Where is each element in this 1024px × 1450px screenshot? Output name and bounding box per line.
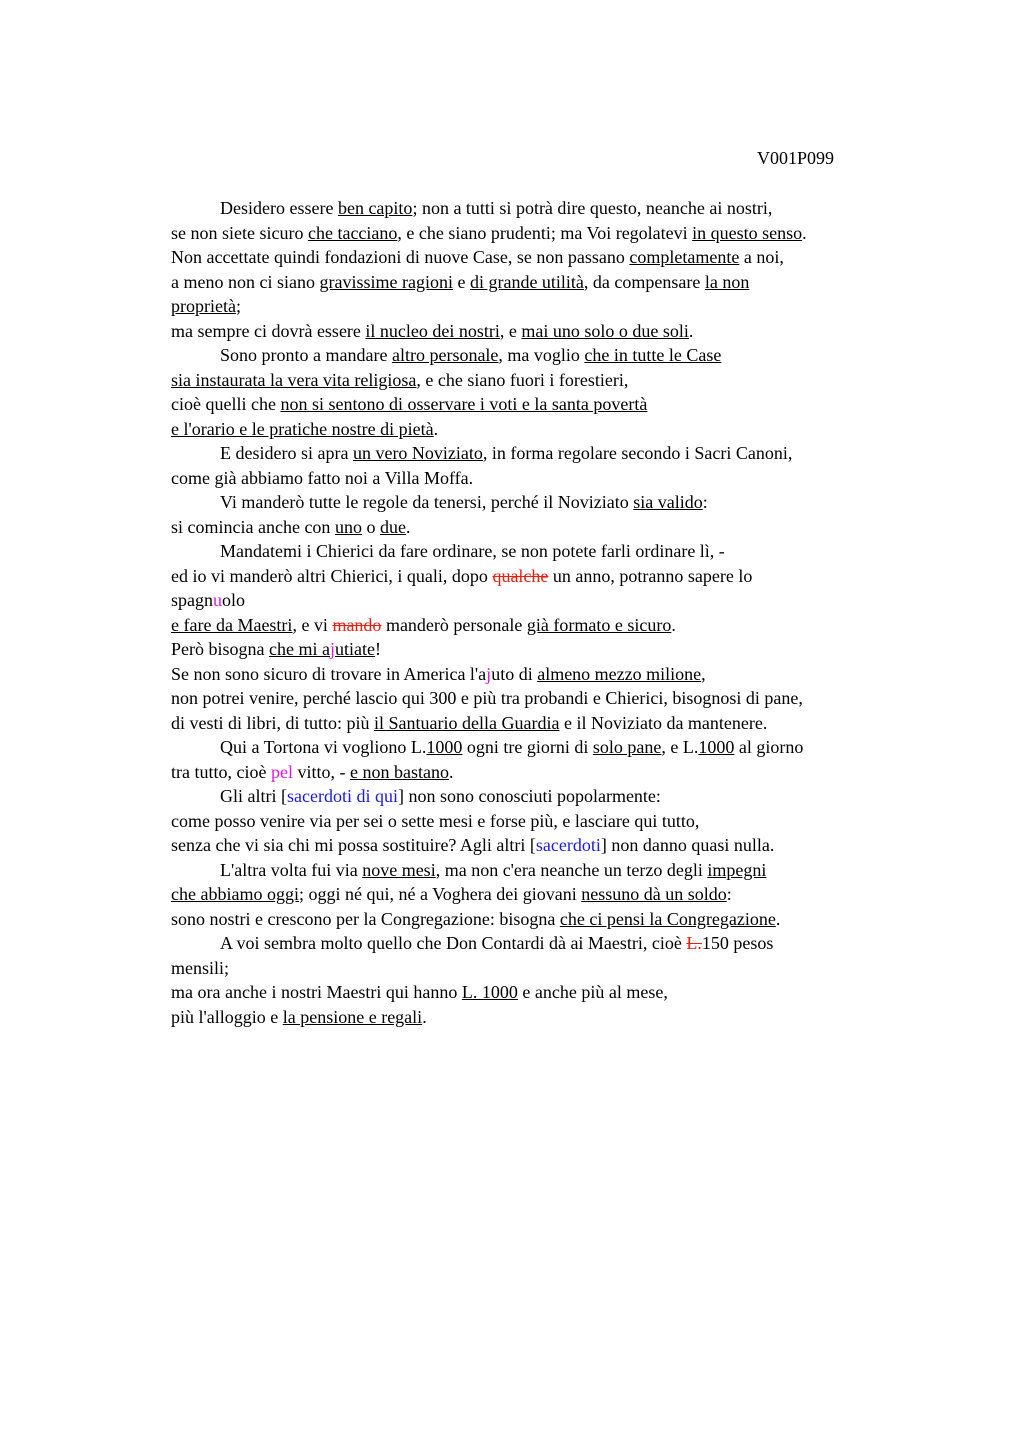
text-segment: ed io vi manderò altri Chierici, i quali, dopo [171,565,493,586]
underlined-text: 1000 [426,737,463,757]
text-segment: Desidero essere [220,198,338,218]
text-segment: senza che vi sia chi mi possa sostituire? Agli altri [ [171,835,536,855]
text-line [171,588,931,613]
text-segment: ] non sono conosciuti popolarmente: [397,786,661,806]
text-segment: a meno non ci siano [171,271,320,292]
text-segment: : [726,884,732,904]
text-segment: tra tutto, cioè [171,761,271,782]
text-segment: di vesti di libri, di tutto: più [171,712,375,733]
text-segment: ; [235,296,241,316]
correction-text: j [486,663,492,684]
underlined-text: non si sentono di osservare i voti e la santa povertà [280,394,648,414]
text-segment: vitto, - [292,761,350,782]
text-line [171,760,931,785]
text-segment: . [671,614,676,635]
text-line [171,319,931,344]
underlined-text: solo pane [592,737,662,757]
text-segment: , in forma regolare secondo i Sacri Canoni, [482,443,793,463]
underlined-text: un vero Noviziato [352,443,483,463]
underlined-text: in questo senso [692,222,803,243]
text-line [171,784,931,809]
text-line [171,392,931,417]
underlined-text: almeno mezzo milione [537,663,702,684]
text-segment: uto di [491,663,538,684]
text-segment: . [422,1006,427,1027]
correction-text: u [213,590,222,610]
text-segment: , da compensare [583,271,705,292]
text-line [171,931,931,956]
underlined-text: altro personale [391,345,499,365]
text-segment: , e vi [292,614,333,635]
deleted-text: mando [332,614,382,635]
underlined-text: che ci pensi la Congregazione [559,908,776,929]
text-segment: mensili; [171,957,229,978]
underlined-text: proprietà [171,296,236,316]
text-segment: e [452,271,470,292]
text-segment: Qui a Tortona vi vogliono L. [220,737,427,757]
text-segment: . [448,761,454,782]
text-segment: : [702,492,708,512]
text-segment: come già abbiamo fatto noi a Villa Moffa. [171,467,474,488]
text-segment: olo [222,590,246,610]
text-segment: Gli altri [ [220,786,287,806]
text-segment: , [701,663,706,684]
underlined-text: utiate [335,639,375,659]
text-segment: 150 pesos [701,933,774,953]
underlined-text: la pensione e regali [282,1006,423,1027]
text-line [171,809,931,834]
text-segment: ! [374,639,381,659]
text-line [171,882,931,907]
text-line [171,343,931,368]
underlined-text: completamente [629,247,740,267]
underlined-text: sia valido [633,492,703,512]
text-segment: . [688,320,694,341]
text-segment: ogni tre giorni di [462,737,593,757]
text-line [171,858,931,883]
underlined-text: e fare da Maestri [171,614,293,635]
underlined-text: che mi a [269,639,330,659]
underlined-text: L. 1000 [461,982,518,1002]
underlined-text: già formato e sicuro [526,614,672,635]
text-line [171,221,931,246]
underlined-text: ben capito [337,198,413,218]
text-segment: Non accettate quindi fondazioni di nuove Case, se non passano [171,247,630,267]
underlined-text: la non [704,271,750,292]
editorial-insertion: sacerdoti di qui [286,786,398,806]
text-line [171,245,931,270]
text-segment: un anno, potranno sapere lo [548,565,753,586]
text-segment: al giorno [734,737,804,757]
text-segment: Vi manderò tutte le regole da tenersi, perché il Noviziato [220,492,634,512]
text-segment: Sono pronto a mandare [220,345,392,365]
text-line [171,196,931,221]
underlined-text: due [379,516,406,537]
text-segment: , ma voglio [498,345,585,365]
text-line [171,1005,931,1030]
underlined-text: e non bastano [349,761,449,782]
correction-text: pel [270,761,293,782]
underlined-text: uno [334,516,362,537]
text-line [171,294,931,319]
text-segment: Mandatemi i Chierici da fare ordinare, se non potete farli ordinare lì, - [220,541,725,561]
text-segment: , e L. [661,737,699,757]
text-line [171,441,931,466]
text-segment: manderò personale [381,614,527,635]
text-segment: spagn [171,590,213,610]
text-segment: e il Noviziato da mantenere. [559,712,768,733]
text-line [171,686,931,711]
text-segment: a noi, [739,247,784,267]
text-line [171,564,931,589]
text-segment: L'altra volta fui via [220,859,363,880]
text-segment: ; non a tutti si potrà dire questo, neanche ai nostri, [412,198,773,218]
editorial-insertion: sacerdoti [535,835,601,855]
text-segment: ; oggi né qui, né a Voghera dei giovani [298,884,582,904]
text-line [171,490,931,515]
page-reference: V001P099 [757,148,835,168]
text-segment: . [775,908,781,929]
underlined-text: il Santuario della Guardia [374,712,560,733]
underlined-text: che abbiamo oggi [171,884,299,904]
text-line [171,417,931,442]
text-segment: . [433,418,439,439]
text-segment: , e che siano prudenti; ma Voi regolatevi [397,222,693,243]
text-line [171,980,931,1005]
text-line [171,833,931,858]
text-segment: ma sempre ci dovrà essere [171,320,366,341]
text-segment: più l'alloggio e [171,1006,283,1027]
text-segment: ma ora anche i nostri Maestri qui hanno [171,982,462,1002]
text-line [171,907,931,932]
text-segment: A voi sembra molto quello che Don Contardi dà ai Maestri, cioè [220,933,687,953]
underlined-text: che in tutte le Case [584,345,722,365]
text-segment: Se non sono sicuro di trovare in America l'a [171,663,487,684]
text-segment: non potrei venire, perché lascio qui 300 e più tra probandi e Chierici, bisognosi di pane, [171,688,803,708]
text-segment: cioè quelli che [171,394,281,414]
letter-body [171,196,931,1029]
text-segment: si comincia anche con [171,516,335,537]
text-line [171,466,931,491]
text-segment: ] non danno quasi nulla. [600,835,775,855]
text-line [171,711,931,736]
underlined-text: di grande utilità [469,271,584,292]
text-line [171,735,931,760]
correction-text: j [329,639,335,659]
underlined-text: 1000 [698,737,735,757]
text-segment: o [361,516,380,537]
underlined-text: nessuno dà un soldo [581,884,727,904]
text-line [171,515,931,540]
underlined-text: impegni [707,859,767,880]
text-segment: , ma non c'era neanche un terzo degli [435,859,708,880]
text-segment: Però bisogna [171,639,269,659]
underlined-text: e l'orario e le pratiche nostre di pietà [171,418,434,439]
underlined-text: sia instaurata la vera vita religiosa [171,369,417,390]
text-segment: sono nostri e crescono per la Congregazione: bisogna [171,908,560,929]
deleted-text: L. [686,933,702,953]
text-line [171,662,931,687]
underlined-text: che tacciano [307,222,398,243]
text-line [171,613,931,638]
underlined-text: gravissime ragioni [319,271,453,292]
underlined-text: il nucleo dei nostri [365,320,500,341]
text-segment: , e che siano fuori i forestieri, [416,369,629,390]
text-segment: . [802,222,807,243]
text-line [171,368,931,393]
text-line [171,637,931,662]
text-segment: . [405,516,411,537]
text-line [171,539,931,564]
underlined-text: mai uno solo o due soli [521,320,689,341]
text-segment: E desidero si apra [220,443,353,463]
text-line [171,956,931,981]
text-segment: e anche più al mese, [517,982,668,1002]
text-segment: , e [499,320,522,341]
text-line [171,270,931,295]
deleted-text: qualche [492,565,549,586]
text-segment: se non siete sicuro [171,222,308,243]
text-segment: come posso venire via per sei o sette mesi e forse più, e lasciare qui tutto, [171,810,700,831]
underlined-text: nove mesi [362,859,436,880]
